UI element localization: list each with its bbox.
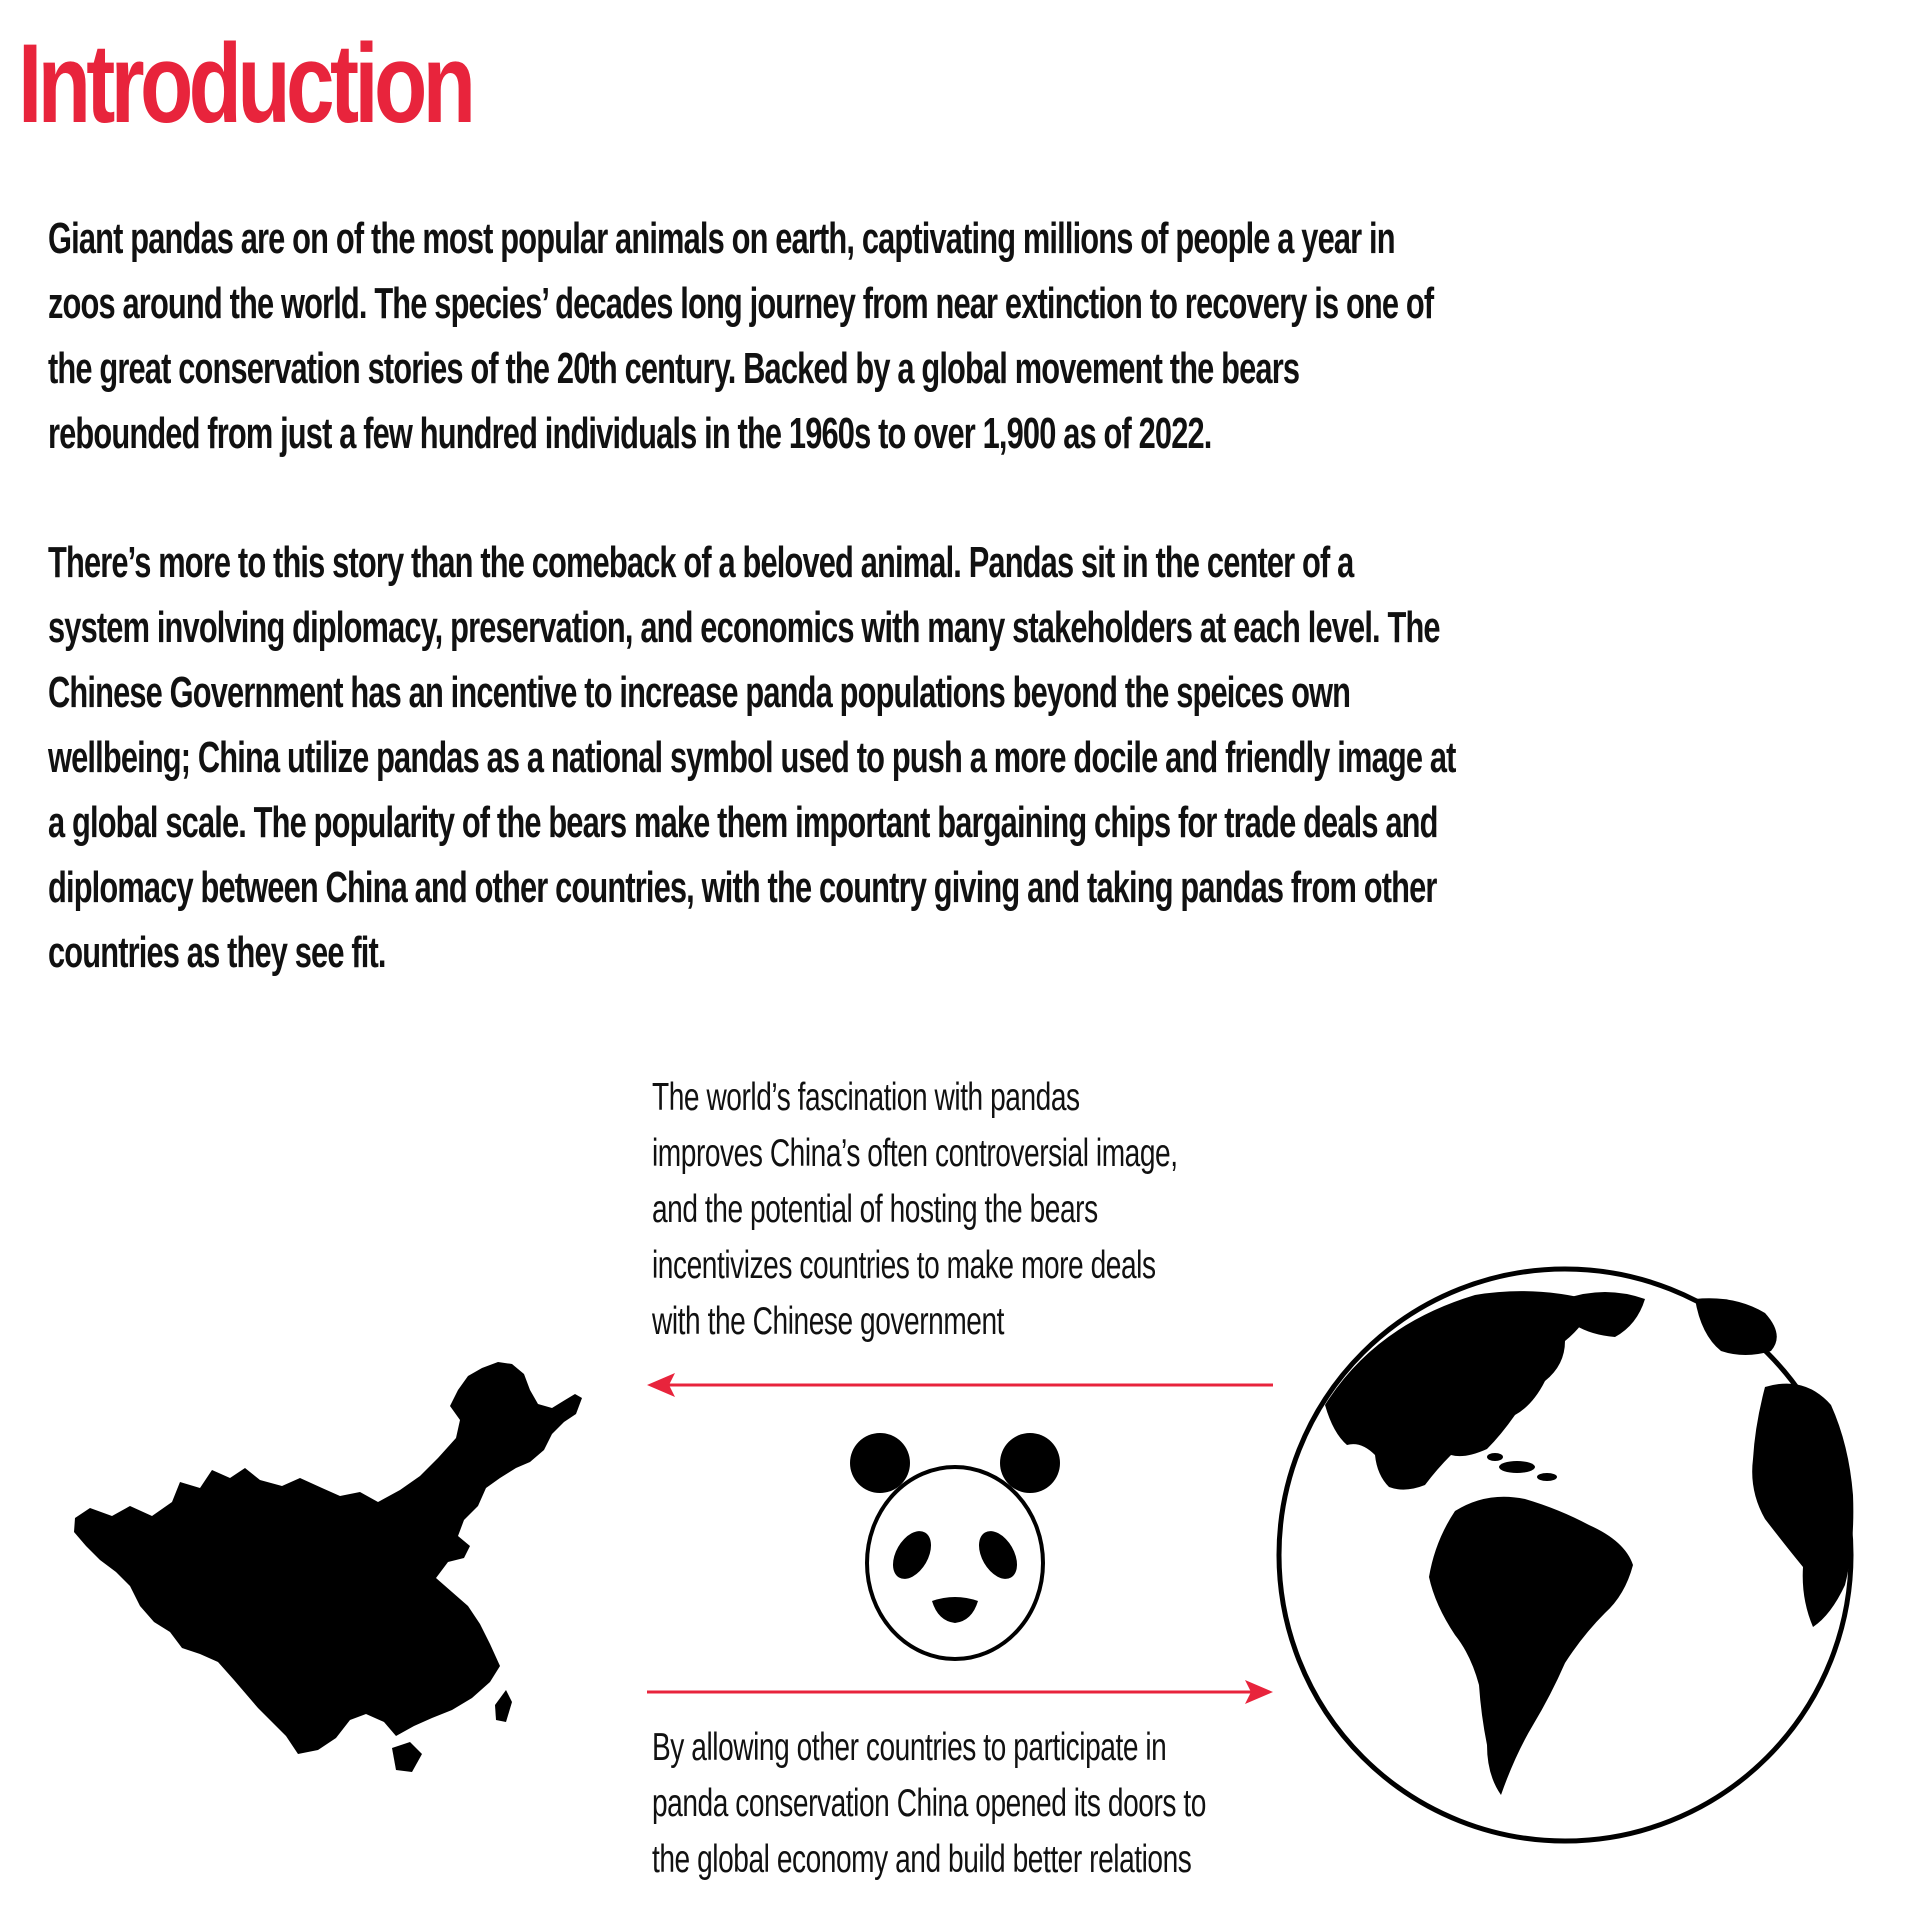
china-map-icon — [60, 1310, 620, 1790]
globe-icon — [1265, 1255, 1865, 1855]
page-title: Introduction — [18, 21, 472, 146]
caption-world-to-china: The world’s fascination with pandas improves China’s often controversial image, and the potential of hosting the bears incentivizes countries to make more deals with the Chinese government — [652, 1076, 1178, 1343]
intro-paragraph-1: Giant pandas are on of the most popular animals on earth, captivating millions of people a year in zoos around the world. The species’ decades long journey from near extinction to recovery is one of the great conservation stories of the 20th century. Backed by a global movement the bears rebounded from just a few hundred individuals in the 1960s to over 1,900 as of 2022. — [48, 214, 1434, 458]
caption-china-to-world: By allowing other countries to participate in panda conservation China opened its doors to the global economy and build better relations — [652, 1726, 1206, 1881]
arrow-right-icon — [645, 1672, 1275, 1712]
intro-paragraph-2: There’s more to this story than the comeback of a beloved animal. Pandas sit in the center of a system involving diplomacy, preservation, and economics with many stakeholders at each level. The Chinese Government has an incentive to increase panda populations beyond the speices own wellbeing; China utilize pandas as a national symbol used to push a more docile and friendly image at a global scale. The popularity of the bears make them important bargaining chips for trade deals and diplomacy between China and other countries, with the country giving and taking pandas from other countries as they see fit. — [48, 538, 1456, 977]
arrow-left-icon — [645, 1365, 1275, 1405]
panda-face-icon — [840, 1425, 1070, 1665]
